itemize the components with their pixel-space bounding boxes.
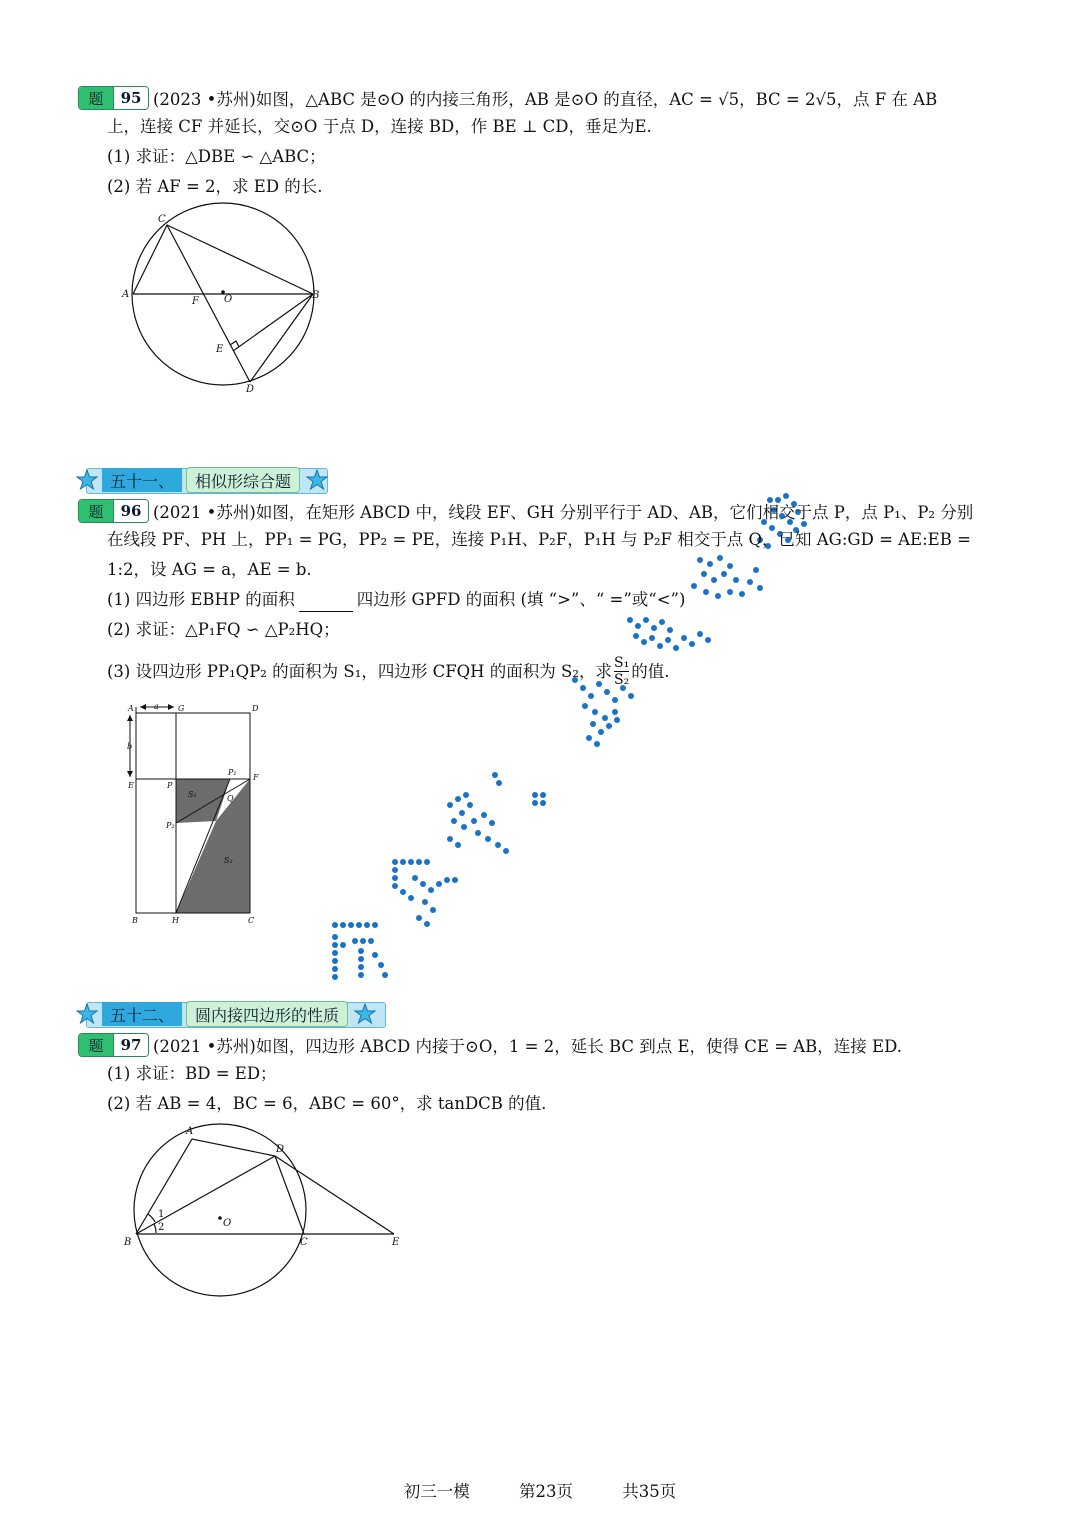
- q96-part2: (2) 求证：△P₁FQ ∽ △P₂HQ；: [107, 620, 340, 639]
- segment-de: [275, 1156, 394, 1234]
- page-footer: [0, 1478, 1080, 1502]
- label-p1: P₁: [228, 768, 237, 777]
- label-d: D: [246, 384, 255, 395]
- label-dim-b: b: [127, 742, 133, 751]
- label-c: C: [300, 1237, 308, 1248]
- q96-text-line2: 在线段 PF、PH 上，PP₁ = PG，PP₂ = PE，连接 P₁H、P₂F，P₁H 与 P₂F 相交于点 Q，已知 AG:GD = AE:EB =: [107, 530, 971, 549]
- label-b: B: [132, 916, 138, 925]
- q97-text-line1: (2021 •苏州)如图，四边形 ABCD 内接于⊙O，1 = 2，延长 BC 到点 E，使得 CE = AB，连接 ED.: [153, 1037, 902, 1056]
- star-icon: [76, 469, 98, 491]
- star-icon: [76, 1003, 98, 1025]
- label-g: G: [178, 704, 185, 713]
- label-a: A: [128, 704, 134, 713]
- label-angle-1: 1: [158, 1209, 165, 1220]
- label-e: E: [392, 1237, 400, 1248]
- label-angle-2: 2: [158, 1222, 165, 1233]
- footer-total-pages: 共35页: [622, 1482, 677, 1501]
- footer-page-number: 第23页: [519, 1482, 573, 1501]
- label-b: B: [124, 1237, 132, 1248]
- question-tag: [78, 86, 149, 110]
- footer-exam-name: 初三一模: [403, 1482, 470, 1501]
- q95-part1: (1) 求证：△DBE ∽ △ABC；: [107, 147, 326, 166]
- label-dim-a: a: [154, 702, 159, 711]
- q95-text-line2: 上，连接 CF 并延长，交⊙O 于点 D，连接 BD，作 BE ⊥ CD，垂足为E.: [107, 117, 652, 136]
- diagonal-bd: [136, 1156, 275, 1234]
- q96-part3: [107, 655, 669, 688]
- label-s2: S₂: [224, 856, 233, 865]
- tag-number: 95: [113, 87, 148, 109]
- q97-figure: [118, 1120, 418, 1305]
- label-q: Q: [227, 794, 234, 803]
- q96-part1-suffix: 四边形 GPFD 的面积 (填 “>”、“ =”或“<”): [356, 590, 686, 609]
- label-p: P: [167, 781, 173, 790]
- section-number: 五十一、: [102, 468, 182, 492]
- q96-part1-prefix: (1) 四边形 EBHP 的面积: [107, 590, 295, 609]
- segment-bd: [250, 294, 313, 382]
- label-b: B: [312, 290, 320, 301]
- section-51-banner: [76, 460, 338, 500]
- answer-blank[interactable]: [299, 595, 353, 612]
- q95-figure: [120, 200, 340, 400]
- label-o: O: [224, 294, 233, 305]
- q96-part3-prefix: (3) 设四边形 PP₁QP₂ 的面积为 S₁，四边形 CFQH 的面积为 S₂，求: [107, 661, 612, 681]
- section-number: 五十二、: [102, 1002, 182, 1026]
- section-title: 相似形综合题: [186, 467, 300, 493]
- fraction-denominator: S₂: [613, 672, 630, 688]
- fraction-s1-s2: [614, 655, 629, 688]
- segment-be: [233, 294, 313, 351]
- star-icon: [306, 469, 328, 491]
- label-a: A: [186, 1126, 194, 1137]
- q96-part3-suffix: 的值.: [631, 661, 670, 681]
- angle-mark-2: [154, 1224, 156, 1233]
- q95-text-line1: (2023 •苏州)如图，△ABC 是⊙O 的内接三角形，AB 是⊙O 的直径，AC = √5，BC = 2√5，点 F 在 AB: [153, 90, 938, 109]
- label-s1: S₁: [188, 790, 197, 799]
- fraction-numerator: S₁: [613, 655, 630, 671]
- q97-header: [78, 1033, 902, 1057]
- label-e: E: [216, 344, 224, 355]
- q96-text-line1: (2021 •苏州)如图，在矩形 ABCD 中，线段 EF、GH 分别平行于 AD、AB，它们相交于点 P，点 P₁、P₂ 分别: [153, 503, 974, 522]
- label-c: C: [248, 916, 255, 925]
- label-h: H: [172, 916, 179, 925]
- label-f: F: [192, 296, 199, 307]
- tag-label: 题: [79, 1034, 113, 1056]
- q96-text-line3: 1:2，设 AG = a，AE = b.: [107, 560, 312, 579]
- tag-label: 题: [79, 500, 113, 522]
- label-p2: P₂: [166, 821, 175, 830]
- label-c: C: [158, 214, 166, 225]
- label-a: A: [122, 289, 130, 300]
- q97-part2: (2) 若 AB = 4，BC = 6，ABC = 60°，求 tanDCB 的值.: [107, 1094, 547, 1113]
- tag-label: 题: [79, 87, 113, 109]
- segment-cd: [167, 225, 250, 382]
- q95-part2: (2) 若 AF = 2，求 ED 的长.: [107, 177, 323, 196]
- label-o: O: [223, 1218, 232, 1229]
- tag-number: 96: [113, 500, 148, 522]
- tag-number: 97: [113, 1034, 148, 1056]
- label-f: F: [253, 773, 259, 782]
- q96-part1: [107, 588, 685, 612]
- question-tag: [78, 499, 149, 523]
- q97-part1: (1) 求证：BD = ED；: [107, 1064, 277, 1083]
- label-d: D: [252, 704, 259, 713]
- section-52-banner: [76, 994, 396, 1034]
- section-title: 圆内接四边形的性质: [186, 1001, 348, 1027]
- question-tag: [78, 1033, 149, 1057]
- q96-header: [78, 499, 973, 523]
- star-icon: [354, 1003, 376, 1025]
- q95-header: [78, 86, 937, 110]
- angle-mark-1: [148, 1214, 155, 1222]
- q96-figure: [120, 697, 270, 932]
- label-e: E: [128, 781, 134, 790]
- label-d: D: [276, 1144, 285, 1155]
- triangle-abc: [133, 225, 313, 294]
